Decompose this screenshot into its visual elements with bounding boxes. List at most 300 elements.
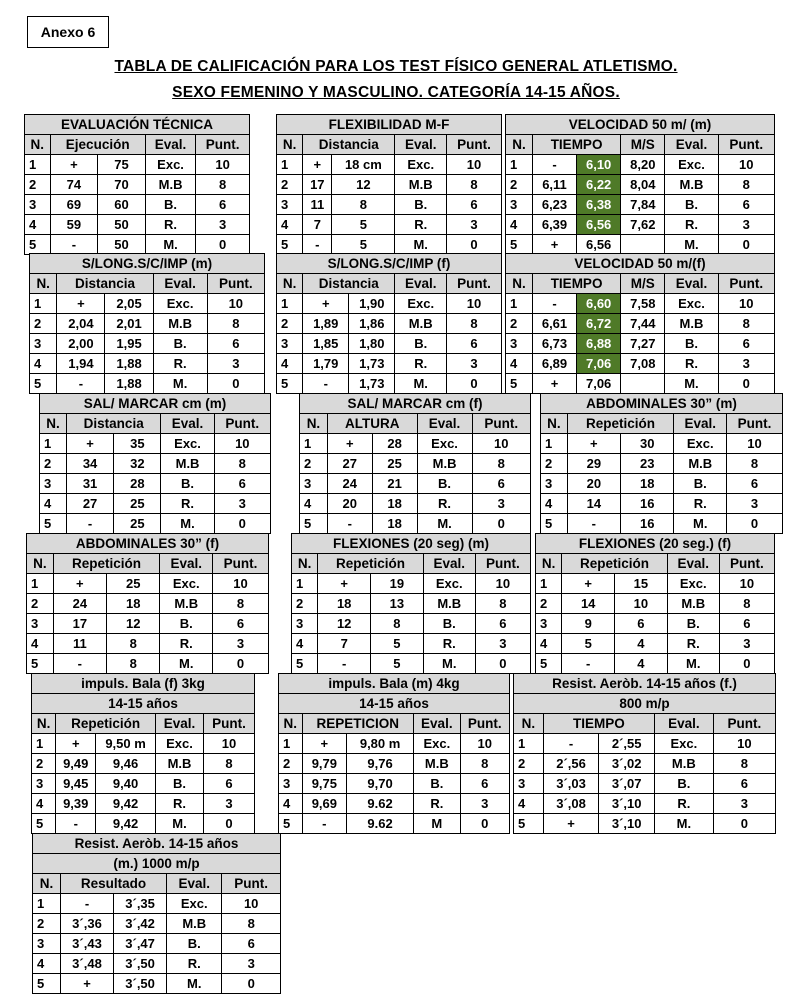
table-title: Resist. Aeròb. 14-15 años	[33, 834, 281, 854]
table-cell: 4	[506, 354, 533, 374]
table-cell: 3	[727, 494, 783, 514]
rating-table	[39, 393, 271, 534]
table-cell: 8	[196, 175, 250, 195]
table-title: impuls. Bala (f) 3kg	[32, 674, 255, 694]
table-cell	[621, 235, 665, 255]
table-row	[33, 934, 281, 954]
table-row	[277, 175, 502, 195]
table-cell: 3´,03	[543, 774, 599, 794]
table-row	[506, 314, 775, 334]
table-cell: B.	[667, 614, 719, 634]
table-cell: M.	[667, 654, 719, 674]
table-cell: 3	[32, 774, 56, 794]
table-cell: R.	[145, 215, 196, 235]
table-row	[277, 294, 502, 314]
table-cell: 6	[222, 934, 281, 954]
table-cell: 2	[33, 914, 61, 934]
table-cell: 8	[332, 195, 395, 215]
table-row	[25, 215, 250, 235]
table-row	[279, 774, 510, 794]
table-cell: 35	[114, 434, 161, 454]
table-cell: R.	[667, 634, 719, 654]
table-cell: 19	[371, 574, 424, 594]
column-header: TIEMPO	[543, 714, 654, 734]
rating-table	[26, 533, 269, 674]
table-cell: 10	[196, 155, 250, 175]
column-header: N.	[514, 714, 544, 734]
table-cell: 6,88	[577, 334, 621, 354]
table-cell: 3	[25, 195, 51, 215]
table-row	[541, 474, 783, 494]
table-cell: 17	[303, 175, 332, 195]
table-cell: R.	[665, 215, 718, 235]
column-header: Punt.	[718, 274, 774, 294]
table-cell: 6	[213, 614, 269, 634]
table-cell: B.	[423, 614, 475, 634]
table-row	[279, 794, 510, 814]
table-cell: 1,73	[349, 374, 395, 394]
column-header: Punt.	[718, 135, 774, 155]
table-cell: 0	[719, 654, 774, 674]
table-cell: 6,61	[532, 314, 576, 334]
table-cell: 10	[472, 434, 530, 454]
table-cell: 3´,50	[114, 954, 167, 974]
column-header: Repetición	[562, 554, 667, 574]
table-row	[30, 354, 265, 374]
table-row	[40, 494, 271, 514]
table-cell: 18	[372, 494, 417, 514]
table-row	[32, 774, 255, 794]
table-cell: 3´,42	[114, 914, 167, 934]
table-cell: 3	[277, 334, 303, 354]
table-title: VELOCIDAD 50 m/(f)	[506, 254, 775, 274]
column-header: Resultado	[60, 874, 166, 894]
column-header: N.	[541, 414, 568, 434]
table-cell: 2,00	[57, 334, 105, 354]
table-cell: M.	[655, 814, 714, 834]
table-cell: +	[66, 434, 113, 454]
table-row	[30, 374, 265, 394]
table-cell: 10	[460, 734, 509, 754]
table-cell: Exc.	[155, 734, 203, 754]
table-cell: -	[562, 654, 615, 674]
table-cell: 6,23	[532, 195, 576, 215]
column-header: Eval.	[161, 414, 214, 434]
table-cell: 2	[536, 594, 562, 614]
table-cell: 6	[447, 334, 502, 354]
table-cell: 2,01	[105, 314, 153, 334]
column-header: Punt.	[207, 274, 264, 294]
table-row	[506, 235, 775, 255]
table-cell: R.	[423, 634, 475, 654]
table-cell: 12	[332, 175, 395, 195]
table-row	[292, 594, 531, 614]
table-cell: 4	[506, 215, 533, 235]
table-cell: M.	[161, 514, 214, 534]
table-cell: 6,39	[532, 215, 576, 235]
table-cell: 0	[727, 514, 783, 534]
table-flexiones-m	[291, 533, 531, 671]
table-cell: 9,76	[347, 754, 414, 774]
table-cell: R.	[665, 354, 718, 374]
table-cell: 16	[621, 494, 674, 514]
table-cell: 2	[279, 754, 303, 774]
table-cell: -	[53, 654, 106, 674]
rating-table	[540, 393, 783, 534]
table-cell: 14	[562, 594, 615, 614]
table-cell: R.	[167, 954, 222, 974]
table-cell: R.	[395, 354, 447, 374]
table-cell: 3	[536, 614, 562, 634]
column-header: Distancia	[303, 274, 395, 294]
table-cell: B.	[395, 334, 447, 354]
table-cell: 21	[372, 474, 417, 494]
table-cell: 6,89	[532, 354, 576, 374]
column-header: Eval.	[167, 874, 222, 894]
table-cell: 25	[114, 514, 161, 534]
table-cell: R.	[395, 215, 447, 235]
column-header: Distancia	[303, 135, 395, 155]
table-cell: 8	[447, 175, 502, 195]
column-header: N.	[277, 135, 303, 155]
table-cell: 3	[713, 794, 775, 814]
table-cell: 6	[713, 774, 775, 794]
column-header: N.	[506, 135, 533, 155]
table-cell: 18	[107, 594, 160, 614]
table-cell: 1	[514, 734, 544, 754]
table-cell: M.B	[155, 754, 203, 774]
table-cell: B.	[153, 334, 207, 354]
table-cell: -	[318, 654, 371, 674]
table-cell: 8	[727, 454, 783, 474]
table-cell: Exc.	[417, 434, 472, 454]
table-cell: 18	[372, 514, 417, 534]
table-cell: 2´,56	[543, 754, 599, 774]
table-cell: +	[60, 974, 113, 994]
table-row	[277, 374, 502, 394]
table-row	[277, 334, 502, 354]
rating-table	[505, 114, 775, 255]
table-cell: 0	[204, 814, 255, 834]
table-cell: 1	[292, 574, 318, 594]
table-cell: 3	[506, 334, 533, 354]
rating-table	[276, 253, 502, 394]
table-cell: 74	[50, 175, 98, 195]
table-cell: 3´,10	[599, 814, 655, 834]
table-row	[30, 294, 265, 314]
table-cell: 5	[30, 374, 57, 394]
table-cell: 12	[318, 614, 371, 634]
table-cell: 8	[107, 634, 160, 654]
table-row	[536, 634, 775, 654]
table-cell: 1	[277, 294, 303, 314]
table-cell: 10	[719, 574, 774, 594]
table-cell: 27	[327, 454, 372, 474]
table-cell: -	[302, 814, 347, 834]
table-cell: 5	[277, 235, 303, 255]
table-title: ABDOMINALES 30” (f)	[27, 534, 269, 554]
table-resist-f	[513, 673, 776, 833]
table-row	[25, 155, 250, 175]
table-row	[541, 514, 783, 534]
table-cell: 9	[562, 614, 615, 634]
column-header: Eval.	[395, 274, 447, 294]
table-cell: 1,95	[105, 334, 153, 354]
table-row	[33, 954, 281, 974]
table-cell: 5	[506, 235, 533, 255]
table-cell: +	[302, 734, 347, 754]
table-cell: Exc.	[395, 155, 447, 175]
table-cell: 1,88	[105, 354, 153, 374]
table-cell: 10	[447, 294, 502, 314]
table-cell: -	[303, 235, 332, 255]
table-cell: 18	[318, 594, 371, 614]
table-cell: M.	[395, 374, 447, 394]
table-row	[541, 494, 783, 514]
table-subtitle: 800 m/p	[514, 694, 776, 714]
table-cell: 2	[277, 175, 303, 195]
table-cell: 3´,47	[114, 934, 167, 954]
table-cell: B.	[160, 614, 213, 634]
table-cell: -	[56, 814, 96, 834]
table-cell: Exc.	[395, 294, 447, 314]
table-cell: 10	[204, 734, 255, 754]
column-header: Punt.	[475, 554, 530, 574]
table-cell: 28	[372, 434, 417, 454]
rating-table	[505, 253, 775, 394]
table-cell: 6,10	[577, 155, 621, 175]
table-salto-long-f	[276, 253, 502, 391]
table-cell: 6	[460, 774, 509, 794]
table-cell: 5	[536, 654, 562, 674]
table-row	[292, 634, 531, 654]
table-cell: 4	[27, 634, 54, 654]
table-row	[277, 314, 502, 334]
table-bala-f	[31, 673, 255, 833]
table-cell: 23	[621, 454, 674, 474]
table-cell: 0	[472, 514, 530, 534]
table-cell: 9,79	[302, 754, 347, 774]
column-header: Eval.	[145, 135, 196, 155]
table-row	[536, 614, 775, 634]
table-row	[514, 734, 776, 754]
table-cell: 6	[718, 195, 774, 215]
table-row	[32, 794, 255, 814]
table-cell: 29	[567, 454, 620, 474]
table-cell: 3	[27, 614, 54, 634]
table-cell: 5	[40, 514, 67, 534]
table-row	[292, 614, 531, 634]
table-cell: M.B	[414, 754, 461, 774]
table-cell: 15	[615, 574, 668, 594]
table-cell: 8	[207, 314, 264, 334]
table-cell: -	[532, 294, 576, 314]
table-row	[33, 914, 281, 934]
table-cell: 6,56	[577, 215, 621, 235]
table-cell: 5	[541, 514, 568, 534]
column-header: Punt.	[204, 714, 255, 734]
table-cell: 8	[475, 594, 530, 614]
table-cell: 6	[719, 614, 774, 634]
table-cell: M.	[665, 374, 718, 394]
table-cell: 1,86	[349, 314, 395, 334]
table-cell: 7,06	[577, 374, 621, 394]
table-cell: -	[66, 514, 113, 534]
table-cell: 8,20	[621, 155, 665, 175]
table-cell: 1	[40, 434, 67, 454]
column-header: Eval.	[655, 714, 714, 734]
table-row	[279, 814, 510, 834]
column-header: N.	[33, 874, 61, 894]
column-header: N.	[292, 554, 318, 574]
table-cell: 7,27	[621, 334, 665, 354]
column-header: M/S	[621, 135, 665, 155]
column-header: Repetición	[56, 714, 156, 734]
table-row	[300, 454, 531, 474]
table-cell: +	[303, 294, 349, 314]
column-header: Eval.	[665, 135, 718, 155]
table-cell: 2	[506, 175, 533, 195]
table-row	[300, 514, 531, 534]
table-row	[33, 974, 281, 994]
table-cell: R.	[155, 794, 203, 814]
table-cell: 5	[292, 654, 318, 674]
table-cell: M.	[674, 514, 727, 534]
table-cell: 4	[536, 634, 562, 654]
table-cell: 5	[371, 654, 424, 674]
table-flexibilidad	[276, 114, 502, 252]
table-cell: M.	[423, 654, 475, 674]
table-cell: R.	[674, 494, 727, 514]
table-cell: 3	[718, 354, 774, 374]
table-cell: 7	[318, 634, 371, 654]
column-header: N.	[536, 554, 562, 574]
table-row	[27, 654, 269, 674]
table-row	[536, 574, 775, 594]
column-header: N.	[27, 554, 54, 574]
table-row	[514, 814, 776, 834]
table-row	[32, 754, 255, 774]
table-cell: M.B	[417, 454, 472, 474]
table-cell: 4	[615, 654, 668, 674]
table-cell: -	[543, 734, 599, 754]
table-cell: R.	[417, 494, 472, 514]
table-cell: 3	[213, 634, 269, 654]
table-cell: 10	[615, 594, 668, 614]
table-cell: 10	[213, 574, 269, 594]
table-cell: 9,40	[96, 774, 156, 794]
rating-table	[513, 673, 776, 834]
table-cell: 3	[33, 934, 61, 954]
table-cell: R.	[414, 794, 461, 814]
table-cell: 4	[25, 215, 51, 235]
table-cell: 20	[327, 494, 372, 514]
column-header: Eval.	[665, 274, 718, 294]
table-cell: 11	[53, 634, 106, 654]
column-header: N.	[40, 414, 67, 434]
table-cell: Exc.	[423, 574, 475, 594]
table-row	[279, 734, 510, 754]
table-cell: 0	[475, 654, 530, 674]
rating-table	[276, 114, 502, 255]
column-header: Punt.	[713, 714, 775, 734]
table-cell: R.	[161, 494, 214, 514]
table-abdominales-f	[26, 533, 269, 671]
column-header: M/S	[621, 274, 665, 294]
column-header: N.	[25, 135, 51, 155]
table-cell: 5	[562, 634, 615, 654]
table-cell: M.B	[395, 175, 447, 195]
table-title: VELOCIDAD 50 m/ (m)	[506, 115, 775, 135]
table-cell: 6	[615, 614, 668, 634]
table-cell: -	[327, 514, 372, 534]
column-header: Repetición	[318, 554, 423, 574]
column-header: Eval.	[414, 714, 461, 734]
table-cell: R.	[655, 794, 714, 814]
column-header: Repetición	[53, 554, 160, 574]
table-cell: 9.62	[347, 814, 414, 834]
table-eval-tecnica	[24, 114, 250, 252]
table-cell: M.B	[665, 314, 718, 334]
table-cell: 5	[27, 654, 54, 674]
table-cell: 70	[98, 175, 146, 195]
table-cell: 2	[506, 314, 533, 334]
column-header: Eval.	[667, 554, 719, 574]
table-velocidad-m	[505, 114, 775, 252]
table-cell: 3	[30, 334, 57, 354]
page-title-line-2: SEXO FEMENINO Y MASCULINO. CATEGORÍA 14-15 AÑOS.	[172, 84, 620, 101]
table-cell: 7,58	[621, 294, 665, 314]
table-cell: 2´,55	[599, 734, 655, 754]
table-row	[32, 814, 255, 834]
table-cell: 8	[214, 454, 270, 474]
table-cell: 3´,35	[114, 894, 167, 914]
table-cell: 69	[50, 195, 98, 215]
column-header: Punt.	[222, 874, 281, 894]
table-cell: 2	[30, 314, 57, 334]
table-cell: 17	[53, 614, 106, 634]
rating-table	[24, 114, 250, 255]
table-cell: 30	[621, 434, 674, 454]
table-cell: 3	[214, 494, 270, 514]
table-cell: 31	[66, 474, 113, 494]
column-header: Punt.	[196, 135, 250, 155]
table-cell: M.	[665, 235, 718, 255]
table-cell: 2	[40, 454, 67, 474]
table-cell: 2	[541, 454, 568, 474]
table-cell: 2	[32, 754, 56, 774]
table-cell: M.B	[153, 314, 207, 334]
table-sal-marcar-m	[39, 393, 271, 531]
table-cell: 11	[303, 195, 332, 215]
table-row	[33, 894, 281, 914]
table-cell: 34	[66, 454, 113, 474]
table-subtitle: (m.) 1000 m/p	[33, 854, 281, 874]
table-row	[27, 594, 269, 614]
table-row	[30, 334, 265, 354]
table-title: impuls. Bala (m) 4kg	[279, 674, 510, 694]
table-cell: 3´,08	[543, 794, 599, 814]
table-cell: 2	[27, 594, 54, 614]
table-title: FLEXIONES (20 seg) (m)	[292, 534, 531, 554]
table-cell: 1,90	[349, 294, 395, 314]
table-cell: 3	[719, 634, 774, 654]
table-cell: Exc.	[145, 155, 196, 175]
table-cell: M.	[417, 514, 472, 534]
table-row	[300, 474, 531, 494]
table-row	[514, 774, 776, 794]
table-cell: 9,75	[302, 774, 347, 794]
